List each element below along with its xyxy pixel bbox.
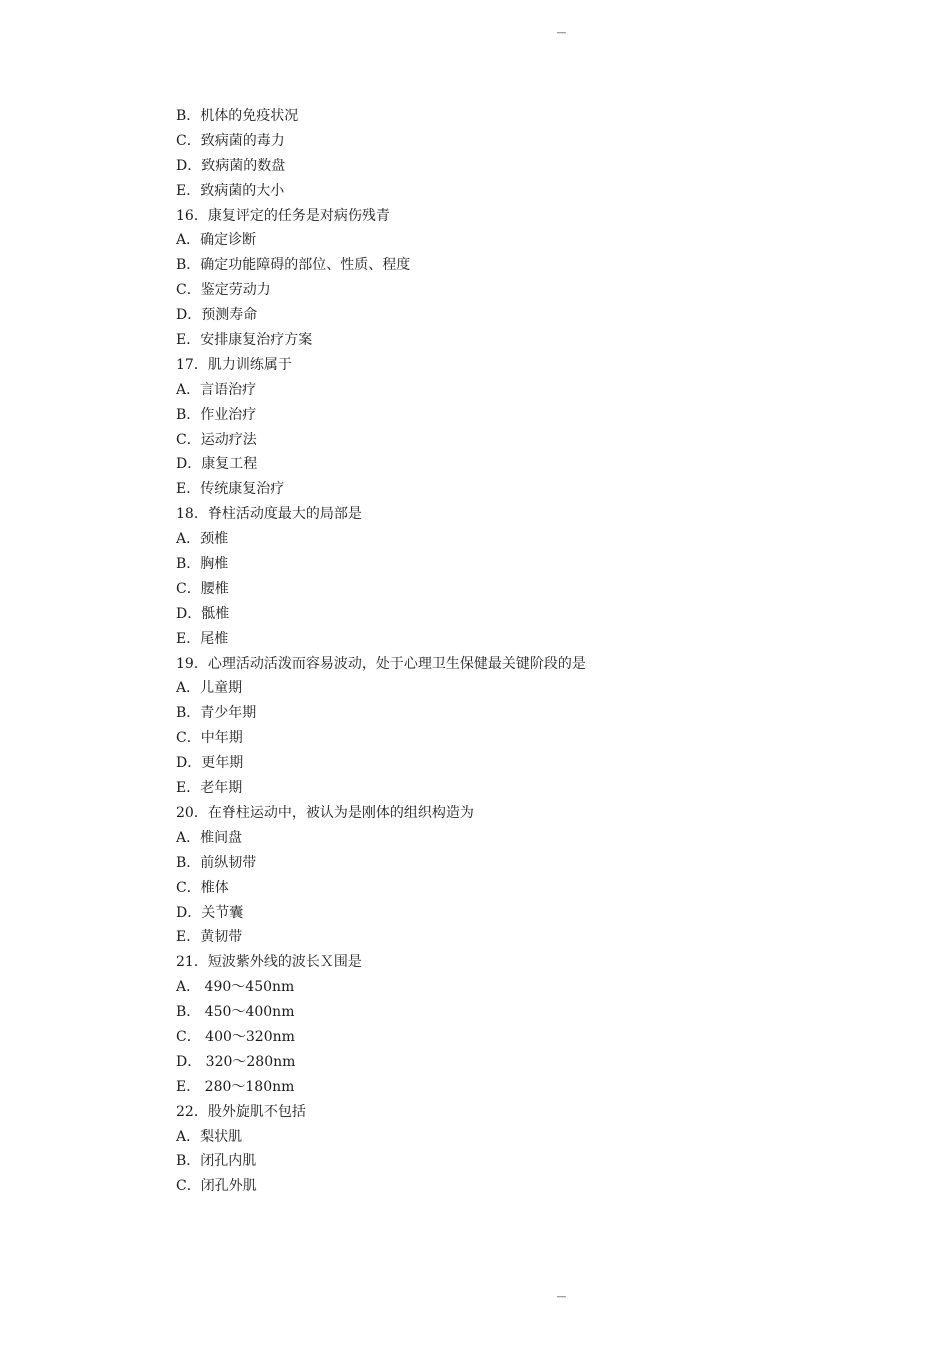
option-line: E．尾椎 bbox=[176, 630, 229, 647]
option-line: B．机体的免疫状况 bbox=[176, 108, 299, 124]
option-line: C．鉴定劳动力 bbox=[176, 282, 271, 299]
option-line: E．传统康复治疗 bbox=[176, 481, 285, 498]
option-line: C．运动疗法 bbox=[176, 431, 257, 448]
question-line: 18．脊柱活动度最大的局部是 bbox=[176, 506, 362, 523]
option-line: E． 280～180nm bbox=[176, 1078, 295, 1095]
option-line: C．中年期 bbox=[176, 730, 243, 747]
option-line: B．作业治疗 bbox=[176, 406, 257, 423]
option-line: C．致病菌的毒力 bbox=[176, 132, 285, 149]
option-line: A．颈椎 bbox=[176, 531, 229, 548]
option-line: B． 450～400nm bbox=[176, 1004, 295, 1021]
option-line: B．青少年期 bbox=[176, 705, 257, 722]
option-line: C． 400～320nm bbox=[176, 1028, 295, 1045]
option-line: E．黄韧带 bbox=[176, 929, 243, 946]
question-line: 16．康复评定的任务是对病伤残青 bbox=[176, 207, 390, 224]
option-line: D． 320～280nm bbox=[176, 1053, 296, 1070]
question-line: 21．短波紫外线的波长Ｘ围是 bbox=[176, 954, 362, 971]
option-line: D．关节囊 bbox=[176, 904, 244, 921]
option-line: D．康复工程 bbox=[176, 456, 258, 473]
option-line: A．椎间盘 bbox=[176, 829, 243, 846]
question-line: 20．在脊柱运动中，被认为是刚体的组织构造为 bbox=[176, 804, 474, 821]
page-header-mark: ---- bbox=[556, 28, 566, 38]
option-line: D．骶椎 bbox=[176, 605, 230, 622]
option-line: D．更年期 bbox=[176, 755, 244, 772]
option-line: B．闭孔内肌 bbox=[176, 1153, 257, 1170]
option-line: C．椎体 bbox=[176, 879, 229, 896]
option-line: D．致病菌的数盘 bbox=[176, 157, 286, 174]
option-line: A．梨状肌 bbox=[176, 1128, 243, 1145]
option-line: A． 490～450nm bbox=[176, 979, 295, 996]
option-line: E．老年期 bbox=[176, 780, 243, 797]
option-line: B．前纵韧带 bbox=[176, 854, 257, 871]
option-line: A．儿童期 bbox=[176, 680, 243, 697]
option-line: A．言语治疗 bbox=[176, 381, 257, 398]
option-line: C．腰椎 bbox=[176, 580, 229, 597]
question-line: 19．心理活动活泼而容易波动，处于心理卫生保健最关键阶段的是 bbox=[176, 655, 586, 672]
option-line: D．预测寿命 bbox=[176, 307, 258, 324]
question-line: 17．肌力训练属于 bbox=[176, 356, 292, 373]
page-footer-mark: ---- bbox=[556, 1292, 566, 1302]
option-line: C．闭孔外肌 bbox=[176, 1178, 257, 1195]
option-line: E．致病菌的大小 bbox=[176, 182, 285, 199]
option-line: A．确定诊断 bbox=[176, 232, 257, 249]
option-line: B．胸椎 bbox=[176, 556, 229, 573]
option-line: B．确定功能障碍的部位、性质、程度 bbox=[176, 257, 411, 274]
question-line: 22．股外旋肌不包括 bbox=[176, 1103, 306, 1120]
option-line: E．安排康复治疗方案 bbox=[176, 332, 313, 349]
document-body bbox=[176, 104, 796, 1199]
